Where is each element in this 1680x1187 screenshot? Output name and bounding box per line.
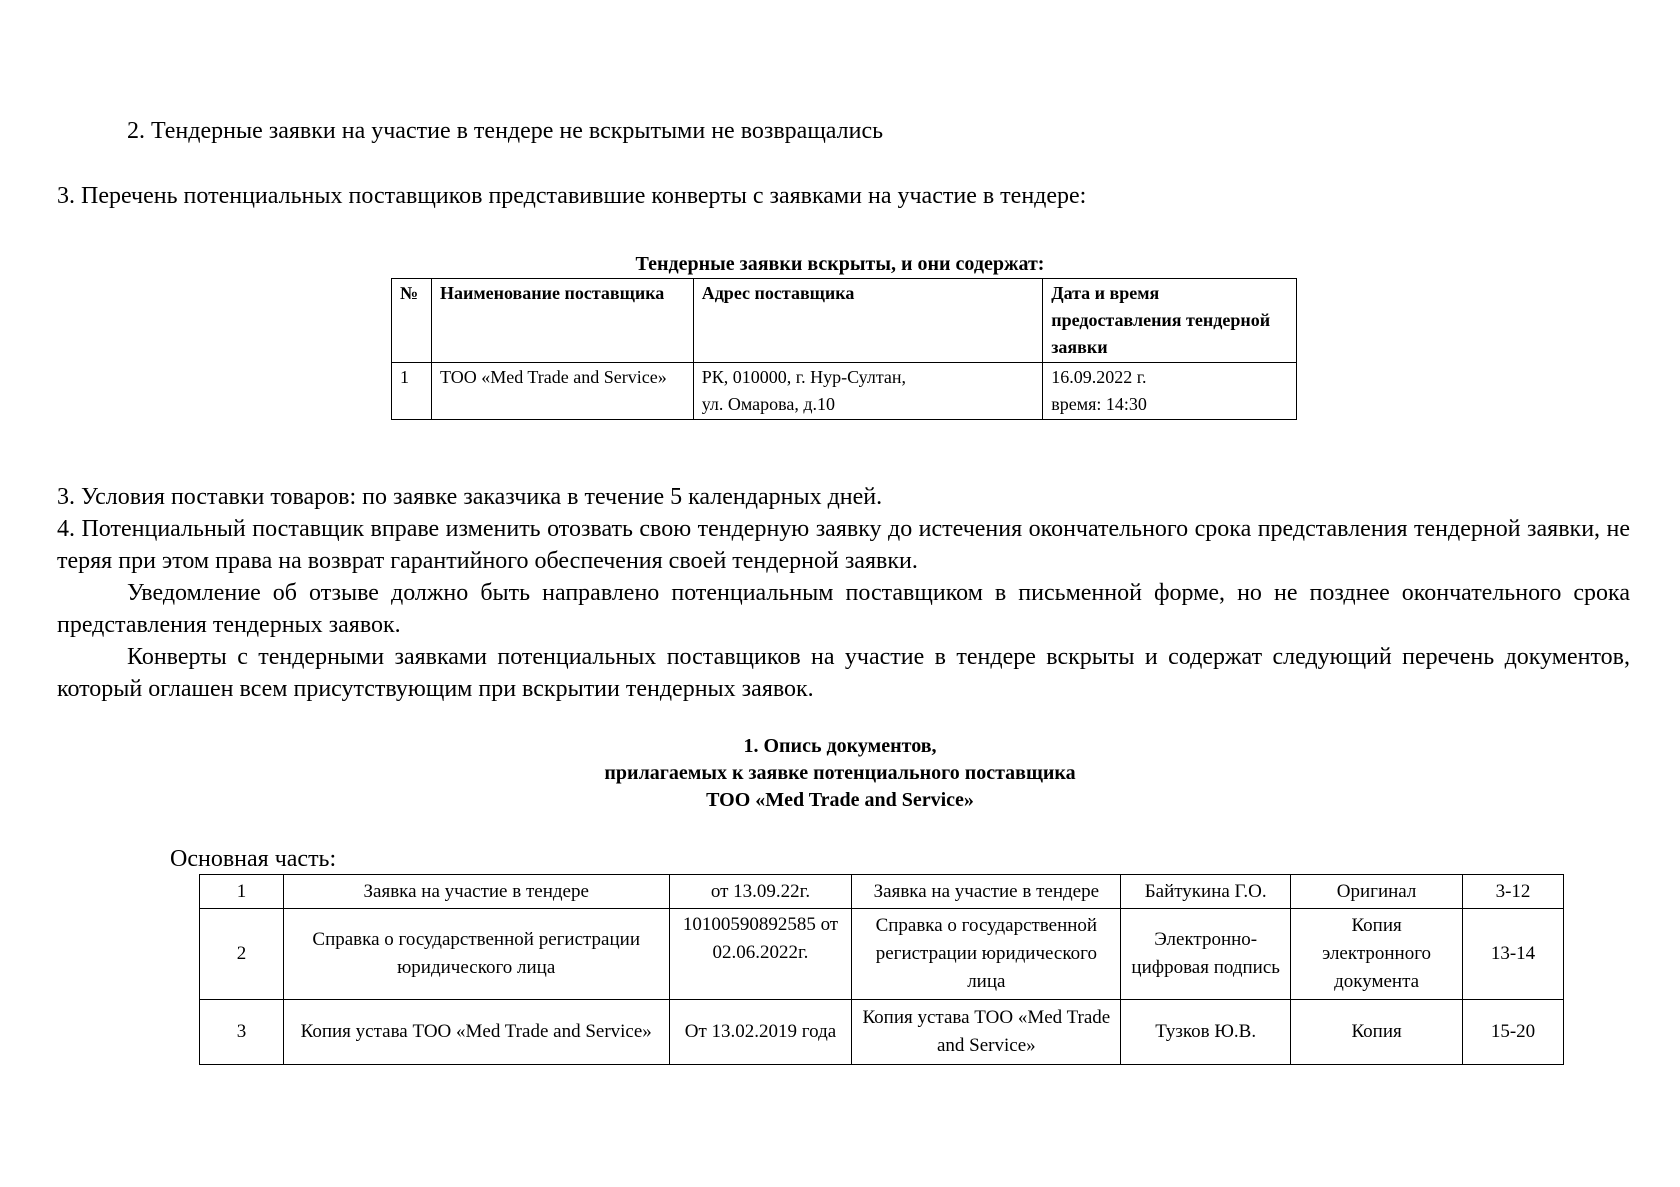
cell-description: Копия устава ТОО «Med Trade and Service» [852,1000,1121,1065]
table-row [200,1000,1564,1065]
cell-number: 1 [200,875,284,909]
documents-table [199,874,1564,1065]
cell-pages: 15-20 [1463,1000,1564,1065]
cell-number: 3 [200,1000,284,1065]
table-row [200,909,1564,1000]
cell-description: Справка о государственной регистрации юридического лица [852,909,1121,1000]
section-label: Основная часть: [170,846,337,872]
cell-supplier-name: ТОО «Med Trade and Service» [431,363,693,420]
header-supplier-address: Адрес поставщика [693,279,1043,363]
cell-document: Заявка на участие в тендере [283,875,669,909]
cell-supplier-address [693,363,1043,420]
submission-time: время: 14:30 [1051,394,1147,414]
inventory-title-line-3: ТОО «Med Trade and Service» [706,789,974,811]
bids-table-header-row [392,279,1297,363]
paragraph-2: 2. Тендерные заявки на участие в тендере не вскрытыми не возвращались [127,118,884,144]
cell-description: Заявка на участие в тендере [852,875,1121,909]
address-line-1: РК, 010000, г. Нур-Султан, [701,367,907,387]
cell-document: Справка о государственной регистрации юридического лица [283,909,669,1000]
cell-form: Копия электронного документа [1291,909,1463,1000]
cell-document: Копия устава ТОО «Med Trade and Service» [283,1000,669,1065]
cell-date: От 13.02.2019 года [669,1000,852,1065]
cell-pages: 3-12 [1463,875,1564,909]
header-submission-datetime: Дата и время предоставления тендерной заявки [1043,279,1297,363]
paragraph-3: 3. Перечень потенциальных поставщиков представившие конверты с заявками на участие в тендере: [57,183,1087,209]
table1-caption: Тендерные заявки вскрыты, и они содержат: [635,253,1045,275]
paragraph-4: 4. Потенциальный поставщик вправе изменить отозвать свою тендерную заявку до истечения окончательного срока представления тендерной заявки, не теряя при этом права на возврат гарантийного обеспечения своей тендерной заявки. [57,516,1630,574]
cell-date: 10100590892585 от 02.06.2022г. [669,909,852,1000]
cell-date: от 13.09.22г. [669,875,852,909]
paragraph-envelopes: Конверты с тендерными заявками потенциальных поставщиков на участие в тендере вскрыты и содержат следующий перечень документов, который оглашен всем присутствующим при вскрытии тендерных заявок. [57,644,1630,702]
table-row [200,875,1564,909]
paragraph-withdrawal-notice: Уведомление об отзыве должно быть направлено потенциальным поставщиком в письменной форме, но не позднее окончательного срока представления тендерных заявок. [57,580,1630,638]
cell-signer: Тузков Ю.В. [1121,1000,1291,1065]
address-line-2: ул. Омарова, д.10 [701,394,836,414]
inventory-title-line-2: прилагаемых к заявке потенциального поставщика [604,762,1076,784]
cell-submission-datetime [1043,363,1297,420]
table-row [392,363,1297,420]
header-number: № [392,279,432,363]
cell-form: Копия [1291,1000,1463,1065]
paragraph-delivery-terms: 3. Условия поставки товаров: по заявке заказчика в течение 5 календарных дней. [57,484,883,510]
bids-table [391,278,1297,420]
cell-number: 2 [200,909,284,1000]
inventory-title-line-1: 1. Опись документов, [743,735,937,757]
cell-signer: Электронно-цифровая подпись [1121,909,1291,1000]
cell-form: Оригинал [1291,875,1463,909]
cell-pages: 13-14 [1463,909,1564,1000]
submission-date: 16.09.2022 г. [1051,367,1147,387]
cell-number: 1 [392,363,432,420]
cell-signer: Байтукина Г.О. [1121,875,1291,909]
header-supplier-name: Наименование поставщика [431,279,693,363]
